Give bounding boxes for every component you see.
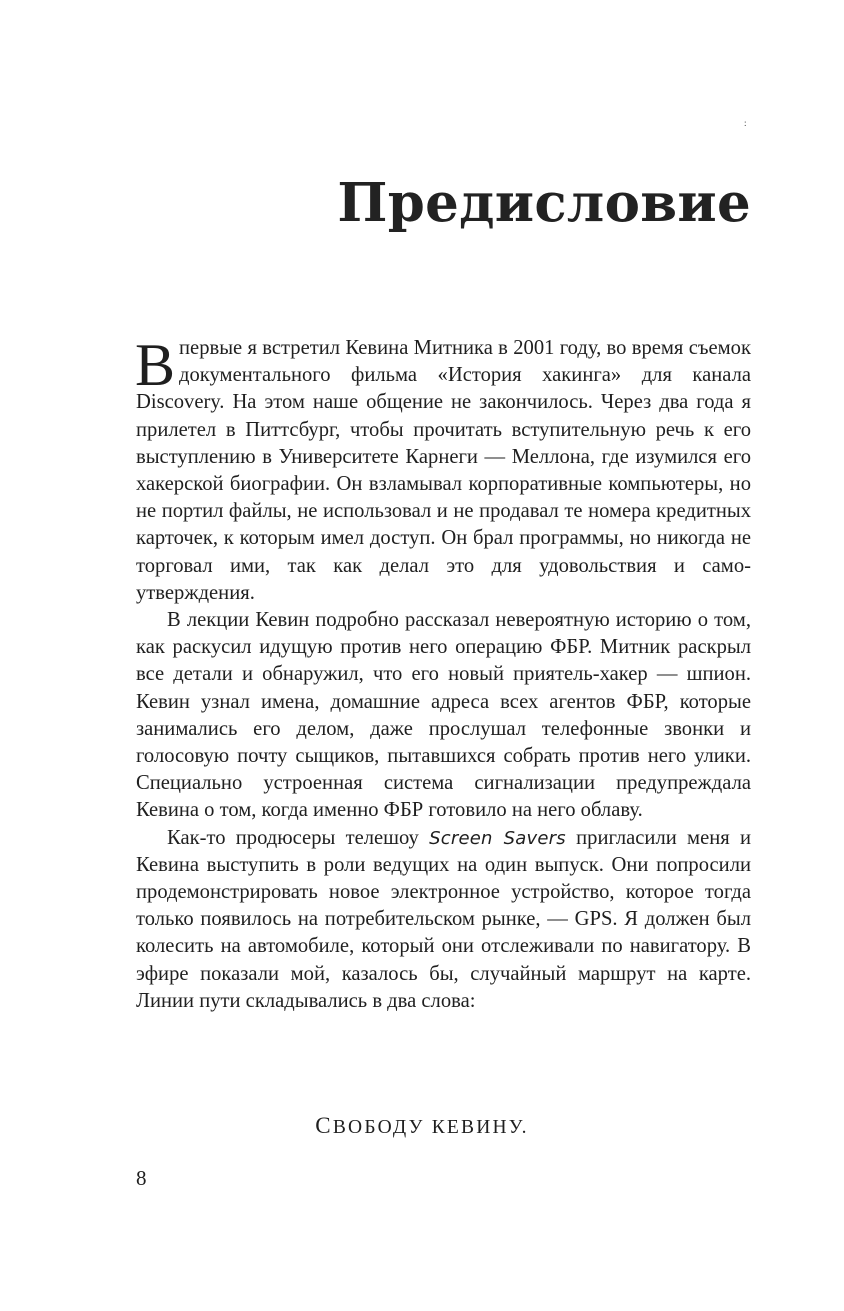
show-title-emphasis: Screen Savers: [429, 827, 566, 849]
paragraph-1-text: первые я встретил Кевина Митника в 2001 году, во время съемок документального фильма «История хакинга» для канала Discovery. На этом наше общение не закончилось. Через два года я прилетел в Питтсбург, чтобы прочитать вступительную речь к его выступлению в Университете Карнеги — Меллона, где изумился его хакерской биографии. Он взламывал корпоративные компьютеры, но не портил файлы, не использовал и не продавал те номера кредитных карточек, к которым имел доступ. Он брал программы, но никогда не торговал ими, так как делал это для удовольствия и самоутверждения.: [136, 337, 751, 604]
paragraph-3-text-before: Как-то продюсеры телешоу: [167, 826, 430, 849]
paragraph-2: В лекции Кевин подробно рассказал невероятную историю о том, как раскусил идущую против него операцию ФБР. Митник раскрыл все детали и обнаружил, что его новый приятель-хакер — шпион. Кевин узнал имена, домашние адреса всех агентов ФБР, которые занимались его делом, даже прослушал телефонные звонки и голосовую почту сыщиков, пытавшихся собрать против него улики. Специально устроенная система сигнализации предупреждала Кевина о том, когда именно ФБР готовило на него облаву.: [136, 609, 751, 822]
slogan: [0, 1113, 844, 1139]
body-text: [135, 332, 752, 1015]
slogan-rest: ВОБОДУ КЕВИНУ.: [332, 1117, 529, 1138]
drop-cap: В: [135, 332, 176, 398]
paragraph-1: [135, 332, 751, 607]
paragraph-3-text-after: пригласили меня и Кевина выступить в роли ведущих на один выпуск. Они попросили продемонстрировать новое электронное устройство, которое тогда только появилось на потребительском рынке, — GPS. Я должен был колесить на автомобиле, который они отслеживали по навигатору. В эфире показали мой, казалось бы, случайный маршрут на карте. Линии пути складывались в два слова:: [136, 826, 752, 1012]
paragraph-3: [136, 825, 751, 1015]
chapter-title: Предисловие: [337, 172, 751, 234]
corner-mark: :: [744, 118, 747, 128]
slogan-first-letter: С: [315, 1113, 333, 1138]
page-number: 8: [136, 1166, 147, 1190]
